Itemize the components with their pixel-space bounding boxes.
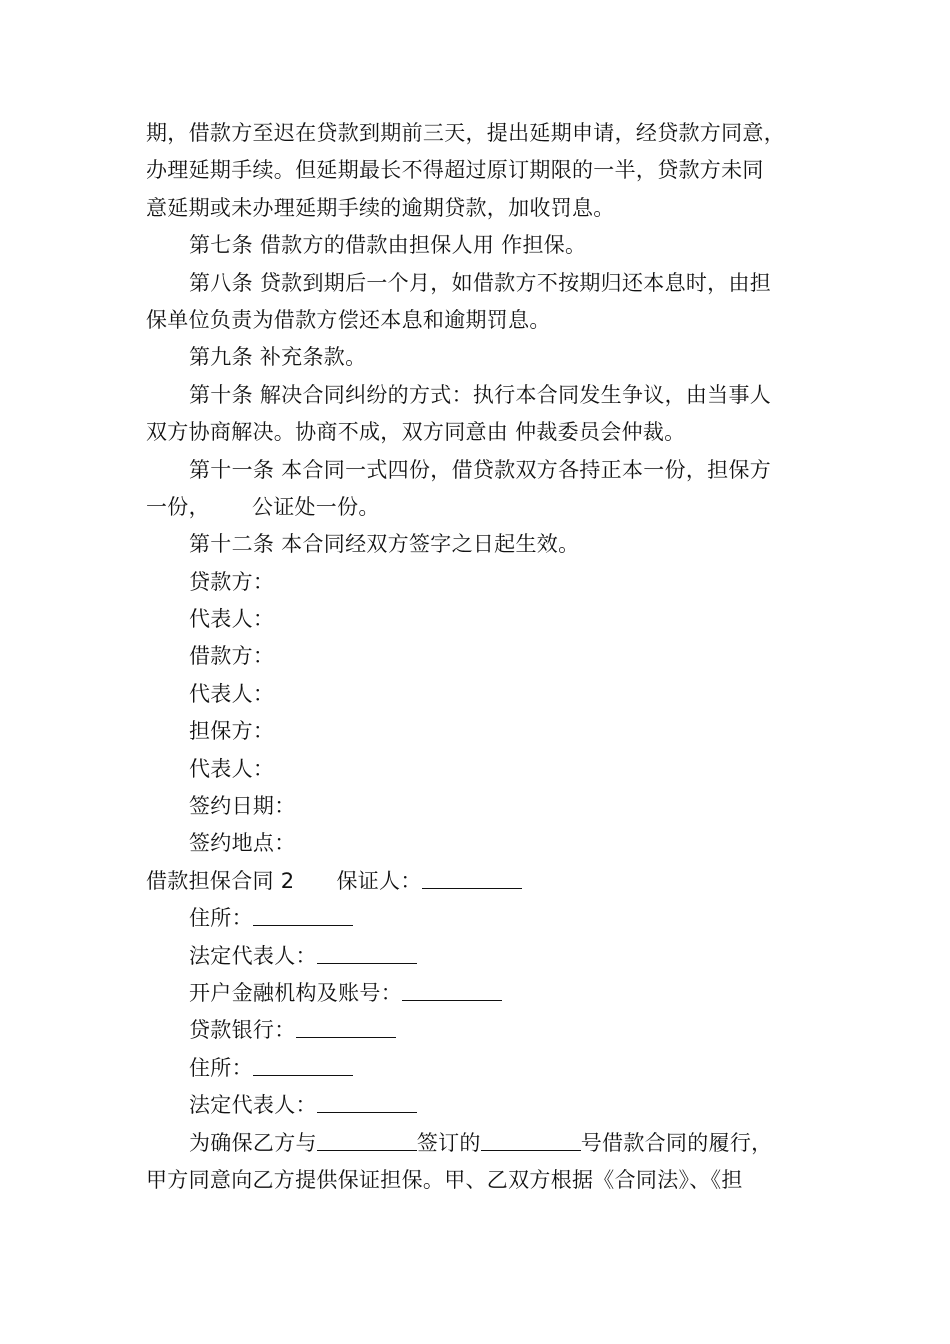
bank-account-label: 开户金融机构及账号：: [189, 980, 402, 1005]
legal-rep-blank: [317, 943, 417, 964]
clause-11: 第十一条 本合同一式四份，借贷款双方各持正本一份，担保方: [189, 457, 772, 482]
form-field-line: [146, 1012, 810, 1049]
clause-9: 第九条 补充条款。: [189, 345, 367, 370]
bank-address-blank: [253, 1055, 353, 1076]
paragraph-line: 意延期或未办理延期手续的逾期贷款，加收罚息。: [146, 195, 615, 220]
signing-place-label: 签约地点：: [189, 831, 296, 856]
paragraph-line: 甲方同意向乙方提供保证担保。甲、乙双方根据《合同法》、《担: [146, 1167, 743, 1192]
document-body: [146, 115, 810, 1199]
text-segment: 为确保乙方与: [189, 1130, 317, 1155]
lending-bank-label: 贷款银行：: [189, 1018, 296, 1043]
party-blank: [317, 1130, 417, 1151]
paragraph-line: 期，借款方至迟在贷款到期前三天，提出延期申请，经贷款方同意，: [146, 121, 785, 145]
lender-signature-label: 贷款方：: [189, 569, 275, 594]
guarantor-blank: [422, 868, 522, 889]
text-segment: 签订的: [416, 1130, 481, 1155]
text-segment: 号借款合同的履行，: [580, 1130, 773, 1155]
paragraph-line: 保单位负责为借款方偿还本息和逾期罚息。: [146, 307, 551, 332]
contract-number-blank: [481, 1130, 581, 1151]
guarantor-signature-label: 担保方：: [189, 719, 275, 744]
guarantor-representative-label: 代表人：: [189, 756, 275, 781]
paragraph-line: [146, 1125, 810, 1162]
paragraph-line: 办理延期手续。但延期最长不得超过原订期限的一半，贷款方未同: [146, 158, 764, 183]
guarantor-label: 保证人：: [336, 868, 422, 893]
clause-8: 第八条 贷款到期后一个月，如借款方不按期归还本息时，由担: [189, 270, 772, 295]
paragraph-line: 双方协商解决。协商不成，双方同意由 仲裁委员会仲裁。: [146, 420, 686, 445]
clause-10: 第十条 解决合同纠纷的方式：执行本合同发生争议，由当事人: [189, 382, 772, 407]
contract-2-title: 借款担保合同 2: [146, 868, 295, 893]
form-field-line: [146, 938, 810, 975]
text-segment: 一份，: [146, 494, 210, 519]
lender-representative-label: 代表人：: [189, 607, 275, 632]
bank-account-blank: [402, 980, 502, 1001]
contract-2-heading-line: [146, 863, 810, 900]
signing-date-label: 签约日期：: [189, 794, 296, 819]
paragraph-line: [146, 489, 810, 526]
form-field-line: [146, 1087, 810, 1124]
form-field-line: [146, 1050, 810, 1087]
bank-address-label: 住所：: [189, 1055, 253, 1080]
borrower-signature-label: 借款方：: [189, 644, 275, 669]
lending-bank-blank: [296, 1017, 396, 1038]
clause-7: 第七条 借款方的借款由担保人用 作担保。: [189, 233, 587, 258]
address-label: 住所：: [189, 906, 253, 931]
bank-legal-rep-blank: [317, 1092, 417, 1113]
legal-rep-label: 法定代表人：: [189, 943, 317, 968]
form-field-line: [146, 900, 810, 937]
borrower-representative-label: 代表人：: [189, 681, 275, 706]
text-segment: 公证处一份。: [251, 494, 380, 519]
form-field-line: [146, 975, 810, 1012]
address-blank: [253, 905, 353, 926]
bank-legal-rep-label: 法定代表人：: [189, 1093, 317, 1118]
clause-12: 第十二条 本合同经双方签字之日起生效。: [189, 532, 580, 557]
